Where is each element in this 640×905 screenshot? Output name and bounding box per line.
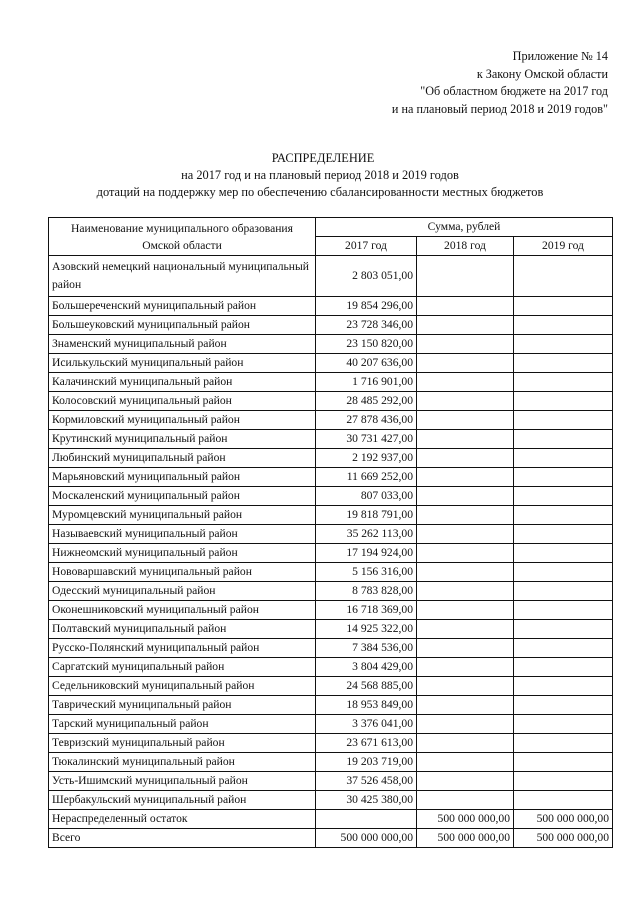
row-name-cell: Одесский муниципальный район — [49, 582, 316, 601]
table-row — [49, 715, 613, 734]
row-name-cell: Тевризский муниципальный район — [49, 734, 316, 753]
row-value-2019 — [514, 392, 613, 411]
row-value-2019 — [514, 354, 613, 373]
row-value-2019 — [514, 373, 613, 392]
table-row — [49, 506, 613, 525]
row-value-2019 — [514, 449, 613, 468]
row-value-2018 — [417, 411, 514, 430]
row-value-2019 — [514, 658, 613, 677]
column-header-name-line: Наименование муниципального образования — [71, 221, 293, 235]
row-value-2019: 500 000 000,00 — [514, 829, 613, 848]
row-value-2018 — [417, 525, 514, 544]
row-name-cell: Нововаршавский муниципальный район — [49, 563, 316, 582]
row-value-2017: 24 568 885,00 — [316, 677, 417, 696]
row-value-2018 — [417, 734, 514, 753]
row-value-2017: 35 262 113,00 — [316, 525, 417, 544]
column-header-2018: 2018 год — [417, 237, 514, 256]
row-value-2019 — [514, 316, 613, 335]
row-value-2019 — [514, 468, 613, 487]
row-value-2017: 16 718 369,00 — [316, 601, 417, 620]
table-row — [49, 563, 613, 582]
table-row — [49, 582, 613, 601]
row-name-cell: Таврический муниципальный район — [49, 696, 316, 715]
row-value-2018 — [417, 373, 514, 392]
row-value-2018 — [417, 487, 514, 506]
table-row — [49, 829, 613, 848]
row-value-2018: 500 000 000,00 — [417, 810, 514, 829]
row-name-cell: Всего — [49, 829, 316, 848]
row-value-2019 — [514, 544, 613, 563]
row-value-2019 — [514, 335, 613, 354]
row-value-2019 — [514, 620, 613, 639]
row-name-cell: Крутинский муниципальный район — [49, 430, 316, 449]
table-row — [49, 487, 613, 506]
row-value-2018 — [417, 256, 514, 297]
row-name-cell: Большеуковский муниципальный район — [49, 316, 316, 335]
row-value-2019 — [514, 411, 613, 430]
table-row — [49, 658, 613, 677]
row-value-2017 — [316, 810, 417, 829]
row-value-2019 — [514, 430, 613, 449]
row-value-2019 — [514, 601, 613, 620]
row-name-cell: Азовский немецкий национальный муниципальный район — [49, 256, 316, 297]
row-value-2019 — [514, 734, 613, 753]
row-value-2019 — [514, 525, 613, 544]
row-name-cell: Шербакульский муниципальный район — [49, 791, 316, 810]
row-value-2018 — [417, 715, 514, 734]
row-value-2017: 14 925 322,00 — [316, 620, 417, 639]
row-value-2017: 23 728 346,00 — [316, 316, 417, 335]
row-value-2017: 1 716 901,00 — [316, 373, 417, 392]
row-name-cell: Калачинский муниципальный район — [49, 373, 316, 392]
table-row — [49, 411, 613, 430]
table-row — [49, 256, 613, 297]
row-value-2017: 7 384 536,00 — [316, 639, 417, 658]
row-name-cell: Муромцевский муниципальный район — [49, 506, 316, 525]
row-value-2019 — [514, 297, 613, 316]
row-value-2018 — [417, 639, 514, 658]
appendix-line: "Об областном бюджете на 2017 год — [420, 84, 608, 98]
table-row — [49, 316, 613, 335]
row-value-2018 — [417, 601, 514, 620]
table-row — [49, 449, 613, 468]
row-value-2018 — [417, 582, 514, 601]
row-value-2019 — [514, 506, 613, 525]
row-value-2018 — [417, 506, 514, 525]
row-value-2018 — [417, 658, 514, 677]
row-name-cell: Любинский муниципальный район — [49, 449, 316, 468]
table-row — [49, 601, 613, 620]
row-value-2019 — [514, 256, 613, 297]
table-row — [49, 810, 613, 829]
row-value-2018 — [417, 620, 514, 639]
row-value-2018 — [417, 316, 514, 335]
row-value-2019 — [514, 753, 613, 772]
table-row — [49, 430, 613, 449]
row-name-cell: Саргатский муниципальный район — [49, 658, 316, 677]
row-value-2017: 19 854 296,00 — [316, 297, 417, 316]
row-name-cell: Кормиловский муниципальный район — [49, 411, 316, 430]
row-value-2018 — [417, 563, 514, 582]
row-value-2017: 2 803 051,00 — [316, 256, 417, 297]
row-value-2018 — [417, 791, 514, 810]
row-value-2017: 500 000 000,00 — [316, 829, 417, 848]
table-row — [49, 544, 613, 563]
table-row — [49, 677, 613, 696]
document-title: РАСПРЕДЕЛЕНИЕ — [271, 151, 375, 165]
row-name-cell: Называевский муниципальный район — [49, 525, 316, 544]
row-value-2017: 19 203 719,00 — [316, 753, 417, 772]
row-value-2017: 23 671 613,00 — [316, 734, 417, 753]
row-name-cell: Колосовский муниципальный район — [49, 392, 316, 411]
row-value-2019 — [514, 563, 613, 582]
row-value-2017: 28 485 292,00 — [316, 392, 417, 411]
row-name-cell: Полтавский муниципальный район — [49, 620, 316, 639]
row-value-2017: 807 033,00 — [316, 487, 417, 506]
appendix-line: Приложение № 14 — [512, 49, 608, 63]
table-row — [49, 468, 613, 487]
row-value-2018 — [417, 544, 514, 563]
row-value-2018 — [417, 753, 514, 772]
appendix-block — [308, 48, 608, 118]
column-header-2019: 2019 год — [514, 237, 613, 256]
row-value-2019 — [514, 791, 613, 810]
table-row — [49, 297, 613, 316]
column-header-name — [49, 218, 316, 256]
row-name-cell: Знаменский муниципальный район — [49, 335, 316, 354]
appendix-line: и на плановый период 2018 и 2019 годов" — [391, 101, 608, 116]
row-value-2017: 23 150 820,00 — [316, 335, 417, 354]
row-value-2018 — [417, 677, 514, 696]
column-header-2017: 2017 год — [316, 237, 417, 256]
table-row — [49, 335, 613, 354]
column-header-name-line: Омской области — [142, 238, 222, 252]
document-subtitle: дотаций на поддержку мер по обеспечению сбалансированности местных бюджетов — [96, 185, 544, 199]
row-value-2017: 30 425 380,00 — [316, 791, 417, 810]
row-value-2018 — [417, 430, 514, 449]
row-value-2019 — [514, 639, 613, 658]
row-value-2018: 500 000 000,00 — [417, 829, 514, 848]
row-value-2017: 18 953 849,00 — [316, 696, 417, 715]
table-row — [49, 525, 613, 544]
row-value-2019 — [514, 677, 613, 696]
row-value-2017: 2 192 937,00 — [316, 449, 417, 468]
table-row — [49, 392, 613, 411]
column-header-sum: Сумма, рублей — [316, 218, 613, 237]
row-value-2018 — [417, 468, 514, 487]
row-value-2017: 3 804 429,00 — [316, 658, 417, 677]
row-name-cell: Оконешниковский муниципальный район — [49, 601, 316, 620]
row-value-2018 — [417, 297, 514, 316]
row-name-cell: Нераспределенный остаток — [49, 810, 316, 829]
row-value-2018 — [417, 696, 514, 715]
row-value-2018 — [417, 335, 514, 354]
table-row — [49, 639, 613, 658]
row-name-cell: Марьяновский муниципальный район — [49, 468, 316, 487]
table-row — [49, 753, 613, 772]
table-row — [49, 791, 613, 810]
row-value-2017: 17 194 924,00 — [316, 544, 417, 563]
row-value-2017: 19 818 791,00 — [316, 506, 417, 525]
row-value-2018 — [417, 354, 514, 373]
row-value-2018 — [417, 772, 514, 791]
row-value-2019 — [514, 772, 613, 791]
row-name-cell: Русско-Полянский муниципальный район — [49, 639, 316, 658]
row-value-2017: 11 669 252,00 — [316, 468, 417, 487]
row-value-2017: 37 526 458,00 — [316, 772, 417, 791]
row-value-2018 — [417, 392, 514, 411]
row-name-cell: Исилькульский муниципальный район — [49, 354, 316, 373]
document-subtitle: на 2017 год и на плановый период 2018 и 2019 годов — [181, 168, 459, 182]
row-value-2017: 5 156 316,00 — [316, 563, 417, 582]
row-name-cell: Тарский муниципальный район — [49, 715, 316, 734]
row-name-cell: Усть-Ишимский муниципальный район — [49, 772, 316, 791]
row-name-cell: Тюкалинский муниципальный район — [49, 753, 316, 772]
row-value-2019 — [514, 487, 613, 506]
document-heading — [0, 150, 640, 201]
table-row — [49, 696, 613, 715]
row-value-2017: 3 376 041,00 — [316, 715, 417, 734]
row-value-2017: 8 783 828,00 — [316, 582, 417, 601]
table-row — [49, 373, 613, 392]
table-row — [49, 620, 613, 639]
row-value-2017: 30 731 427,00 — [316, 430, 417, 449]
table-row — [49, 772, 613, 791]
row-value-2019: 500 000 000,00 — [514, 810, 613, 829]
row-name-cell: Большереченский муниципальный район — [49, 297, 316, 316]
row-value-2018 — [417, 449, 514, 468]
row-value-2017: 27 878 436,00 — [316, 411, 417, 430]
row-name-cell: Седельниковский муниципальный район — [49, 677, 316, 696]
row-value-2017: 40 207 636,00 — [316, 354, 417, 373]
table-row — [49, 734, 613, 753]
appendix-line: к Закону Омской области — [476, 66, 608, 81]
row-name-cell: Нижнеомский муниципальный район — [49, 544, 316, 563]
row-value-2019 — [514, 696, 613, 715]
row-value-2019 — [514, 582, 613, 601]
table-row — [49, 354, 613, 373]
distribution-table — [48, 217, 613, 848]
row-value-2019 — [514, 715, 613, 734]
row-name-cell: Москаленский муниципальный район — [49, 487, 316, 506]
